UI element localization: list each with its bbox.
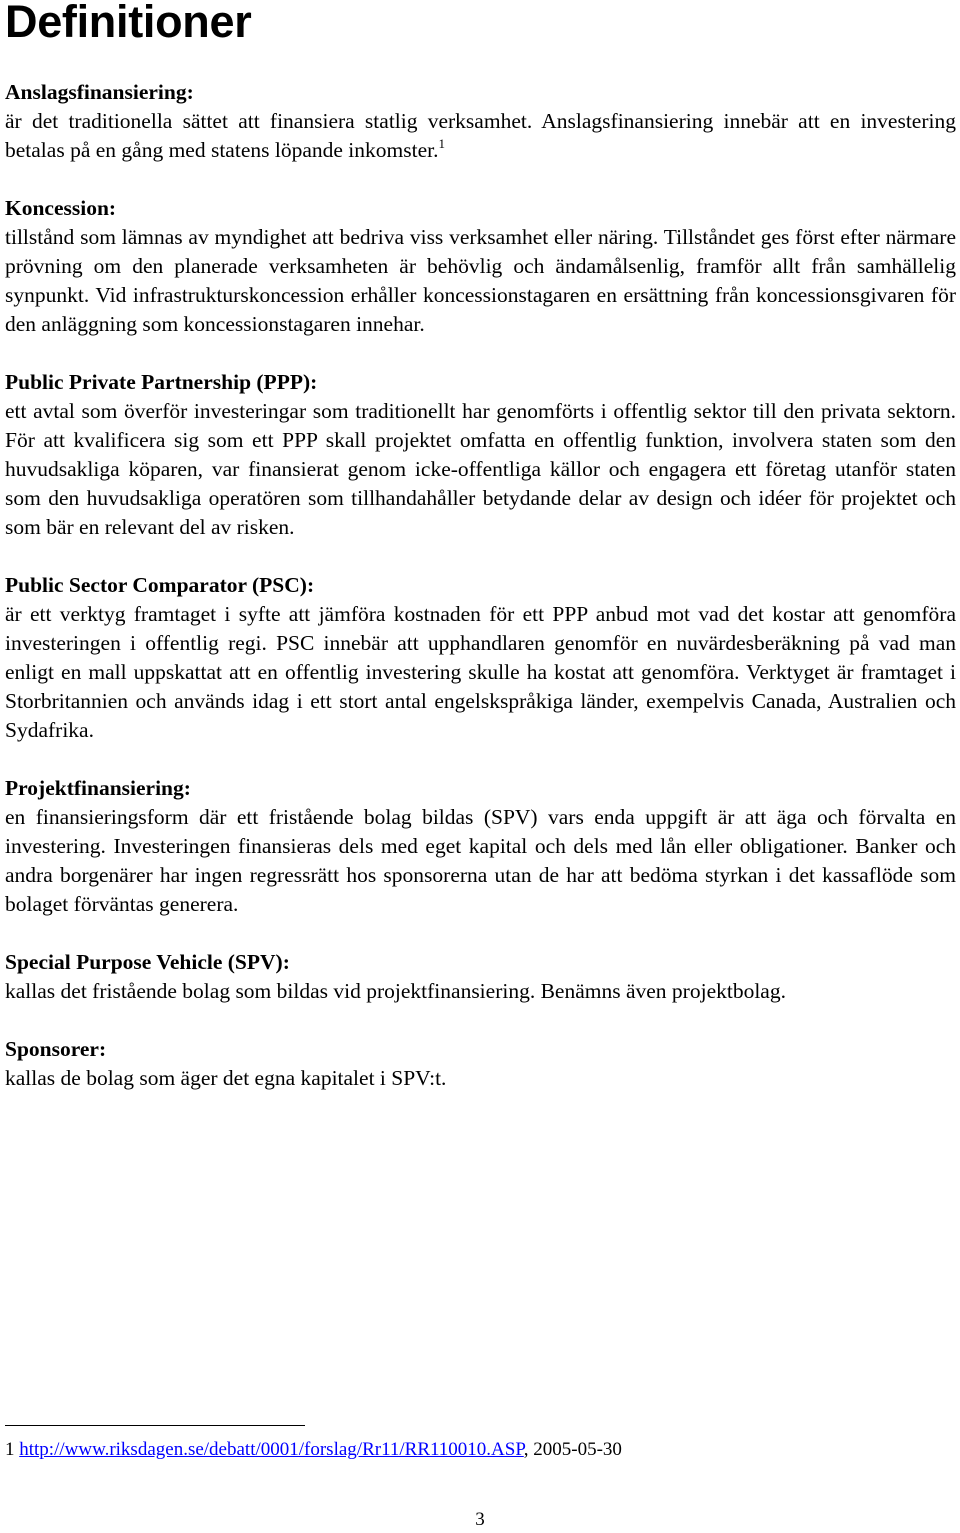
footnote-reference[interactable]: 1	[438, 136, 445, 151]
definition-text-body: är det traditionella sättet att finansiera statlig verksamhet. Anslagsfinansiering innebär att en investering betalas på en gång med statens löpande inkomster.	[5, 109, 956, 162]
definition-text: kallas de bolag som äger det egna kapitalet i SPV:t.	[5, 1066, 447, 1090]
footnote-number: 1	[5, 1439, 15, 1460]
page-number: 3	[475, 1509, 485, 1530]
definition-item-koncession	[5, 194, 956, 339]
definition-term: Sponsorer:	[5, 1037, 107, 1061]
definition-term: Special Purpose Vehicle (SPV):	[5, 950, 290, 974]
definition-text: är ett verktyg framtaget i syfte att jämföra kostnaden för ett PPP anbud mot vad det kostar att genomföra investeringen i offentlig regi. PSC innebär att upphandlaren genomför en nuvärdesberäkning på vad man enligt en mall uppskattat att en offentlig investering skulle ha kostat att genomföra. Verktyget är framtaget i Storbritannien och används idag i ett stort antal engelskspråkiga länder, exempelvis Canada, Australien och Sydafrika.	[5, 602, 956, 742]
definition-text: ett avtal som överför investeringar som traditionellt har genomförts i offentlig sektor till den privata sektorn. För att kvalificera sig som ett PPP skall projektet omfatta en offentlig funktion, involvera staten som den huvudsakliga köparen, var finansierat genom icke-offentliga källor och engagera ett företag utanför staten som den huvudsakliga operatören som tillhandahåller betydande delar av design och idéer för projektet och som bär en relevant del av risken.	[5, 399, 956, 539]
definition-text: en finansieringsform där ett fristående bolag bildas (SPV) vars enda uppgift är att äga och förvalta en investering. Investeringen finansieras dels med eget kapital och dels med lån eller obligationer. Banker och andra borgenärer har ingen regressrätt hos sponsorerna utan de har att bedöma styrkan i det kassaflöde som bolaget förväntas generera.	[5, 805, 956, 916]
definition-text: kallas det fristående bolag som bildas vid projektfinansiering. Benämns även projektbolag.	[5, 979, 786, 1003]
definition-term: Koncession:	[5, 196, 117, 220]
definition-item-ppp	[5, 368, 956, 542]
definition-list	[5, 78, 956, 1122]
footnote-date: , 2005-05-30	[523, 1439, 622, 1460]
definition-text	[5, 107, 956, 165]
definition-term: Public Sector Comparator (PSC):	[5, 573, 315, 597]
page-title: Definitioner	[5, 0, 252, 47]
definition-term: Public Private Partnership (PPP):	[5, 370, 318, 394]
footnote-link[interactable]: http://www.riksdagen.se/debatt/0001/forslag/Rr11/RR110010.ASP	[19, 1439, 524, 1460]
footnote	[5, 1437, 622, 1463]
definition-item-psc	[5, 571, 956, 745]
definition-item-projektfinansiering	[5, 774, 956, 919]
definition-item-spv	[5, 948, 956, 1006]
footnote-divider	[5, 1425, 305, 1426]
definition-item-anslagsfinansiering	[5, 78, 956, 165]
definition-text: tillstånd som lämnas av myndighet att bedriva viss verksamhet eller näring. Tillståndet ges först efter närmare prövning om den planerade verksamheten är behövlig och ändamålsenlig, framför allt från samhällelig synpunkt. Vid infrastrukturskoncession erhåller koncessionstagaren en ersättning från koncessionsgivaren för den anläggning som koncessionstagaren innehar.	[5, 225, 956, 336]
definition-item-sponsorer	[5, 1035, 956, 1093]
definition-term: Projektfinansiering:	[5, 776, 191, 800]
definition-term: Anslagsfinansiering:	[5, 80, 194, 104]
